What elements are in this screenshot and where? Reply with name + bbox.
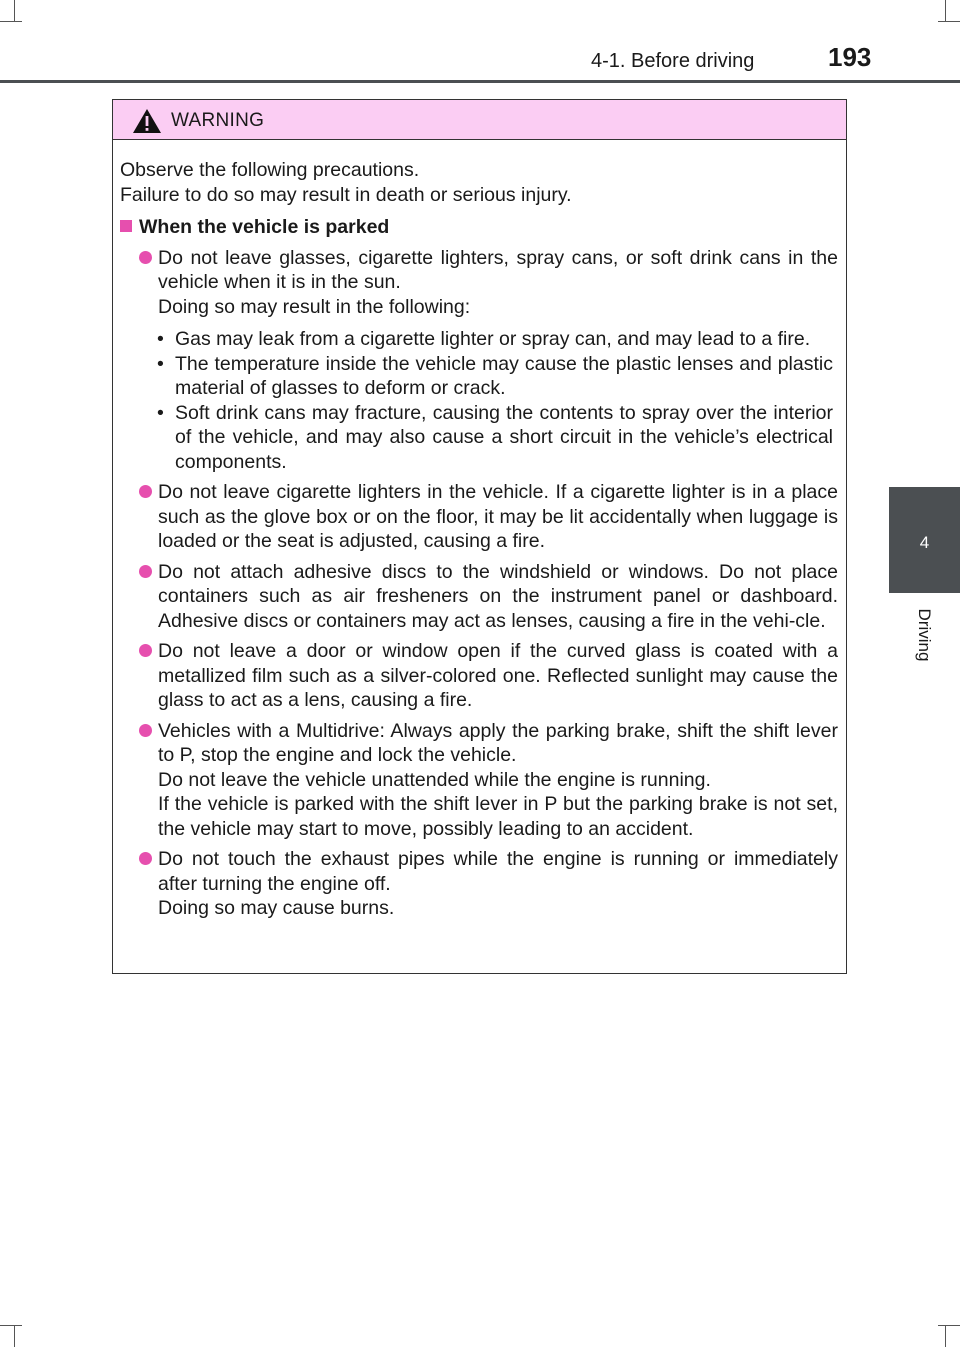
warning-title: WARNING [171, 110, 265, 131]
circle-bullet-icon [138, 480, 158, 505]
warning-box [112, 99, 847, 974]
bullet-line: If the vehicle is parked with the shift lever in P but the parking brake is not set, the vehicle may start to move, possibly leading to an accident. [158, 793, 838, 840]
list-item-text [158, 480, 838, 554]
bullet-line: Do not leave glasses, cigarette lighters, spray cans, or soft drink cans in the vehicle when it is in the sun. [158, 246, 838, 293]
intro-line: Observe the following precautions. [120, 159, 420, 181]
warning-header [113, 100, 846, 140]
list-item-text [158, 560, 838, 634]
bullet-line: Do not leave cigarette lighters in the vehicle. If a cigarette lighter is in a place such as the glove box or on the floor, it may be lit accidentally when luggage is loaded or the seat is adjusted, causing a fire. [158, 481, 838, 552]
bullet-line: Do not leave a door or window open if the curved glass is coated with a metallized film such as a silver-colored one. Reflected sunlight may cause the glass to act as a lens, causing a fire. [158, 640, 838, 711]
bullet-line: Doing so may result in the following: [158, 295, 471, 318]
list-item-text [158, 719, 838, 842]
chapter-number: 4 [919, 533, 930, 552]
sub-list-item [153, 401, 833, 475]
square-bullet-icon [120, 220, 132, 232]
intro-line: Failure to do so may result in death or serious injury. [120, 183, 572, 206]
section-title: 4-1. Before driving [591, 50, 755, 72]
circle-bullet-icon [138, 246, 158, 271]
sub-list [153, 327, 838, 474]
sub-list-item-text: The temperature inside the vehicle may cause the plastic lenses and plastic material of glasses to deform or crack. [175, 352, 833, 399]
chapter-tab [889, 487, 960, 593]
warning-triangle-icon [132, 108, 162, 134]
sub-list-item-text: Gas may leak from a cigarette lighter or spray can, and may lead to a fire. [175, 328, 811, 350]
bullet-line: Vehicles with a Multidrive: Always apply the parking brake, shift the shift lever to P, stop the engine and lock the vehicle. [158, 719, 838, 766]
crop-mark [945, 1325, 946, 1347]
sub-list-item [153, 352, 833, 401]
bullet-line: Do not leave the vehicle unattended while the engine is running. [158, 768, 711, 791]
circle-bullet-icon [138, 639, 158, 664]
chapter-label: Driving [915, 608, 934, 662]
crop-mark [14, 0, 15, 22]
sub-bullet-mark: • [157, 328, 164, 350]
list-item [138, 719, 838, 842]
warning-intro [120, 158, 838, 207]
sub-bullet-mark: • [157, 352, 164, 375]
list-item [138, 847, 838, 921]
warning-body [113, 140, 846, 921]
list-item-text [158, 847, 838, 921]
circle-bullet-icon [138, 719, 158, 744]
bullet-line: Doing so may cause burns. [158, 897, 395, 919]
bullet-line: Do not attach adhesive discs to the windshield or windows. Do not place containers such as air fresheners on the instrument panel or dashboard. Adhesive discs or containers may act as lenses, causing a fire in the vehi-cle. [158, 560, 838, 632]
crop-mark [938, 21, 960, 22]
crop-mark [0, 21, 22, 22]
circle-bullet-icon [138, 560, 158, 585]
subheading-text: When the vehicle is parked [139, 216, 390, 238]
sub-list-item [153, 327, 833, 352]
crop-mark [945, 0, 946, 22]
list-item [138, 560, 838, 634]
list-item [138, 246, 838, 475]
page-number: 193 [828, 42, 872, 72]
list-item [138, 639, 838, 713]
bullet-line: Do not touch the exhaust pipes while the engine is running or immediately after turning the engine off. [158, 848, 838, 895]
crop-mark [938, 1325, 960, 1326]
crop-mark [14, 1325, 15, 1347]
list-item-text [158, 639, 838, 713]
crop-mark [0, 1325, 22, 1326]
subheading [120, 215, 838, 240]
list-item [138, 480, 838, 554]
sub-bullet-mark: • [157, 401, 164, 424]
list-item-text [158, 246, 838, 475]
circle-bullet-icon [138, 847, 158, 872]
sub-list-item-text: Soft drink cans may fracture, causing the contents to spray over the interior of the vehicle, and may also cause a short circuit in the vehicle’s electrical components. [175, 401, 833, 473]
header-rule [0, 80, 960, 83]
